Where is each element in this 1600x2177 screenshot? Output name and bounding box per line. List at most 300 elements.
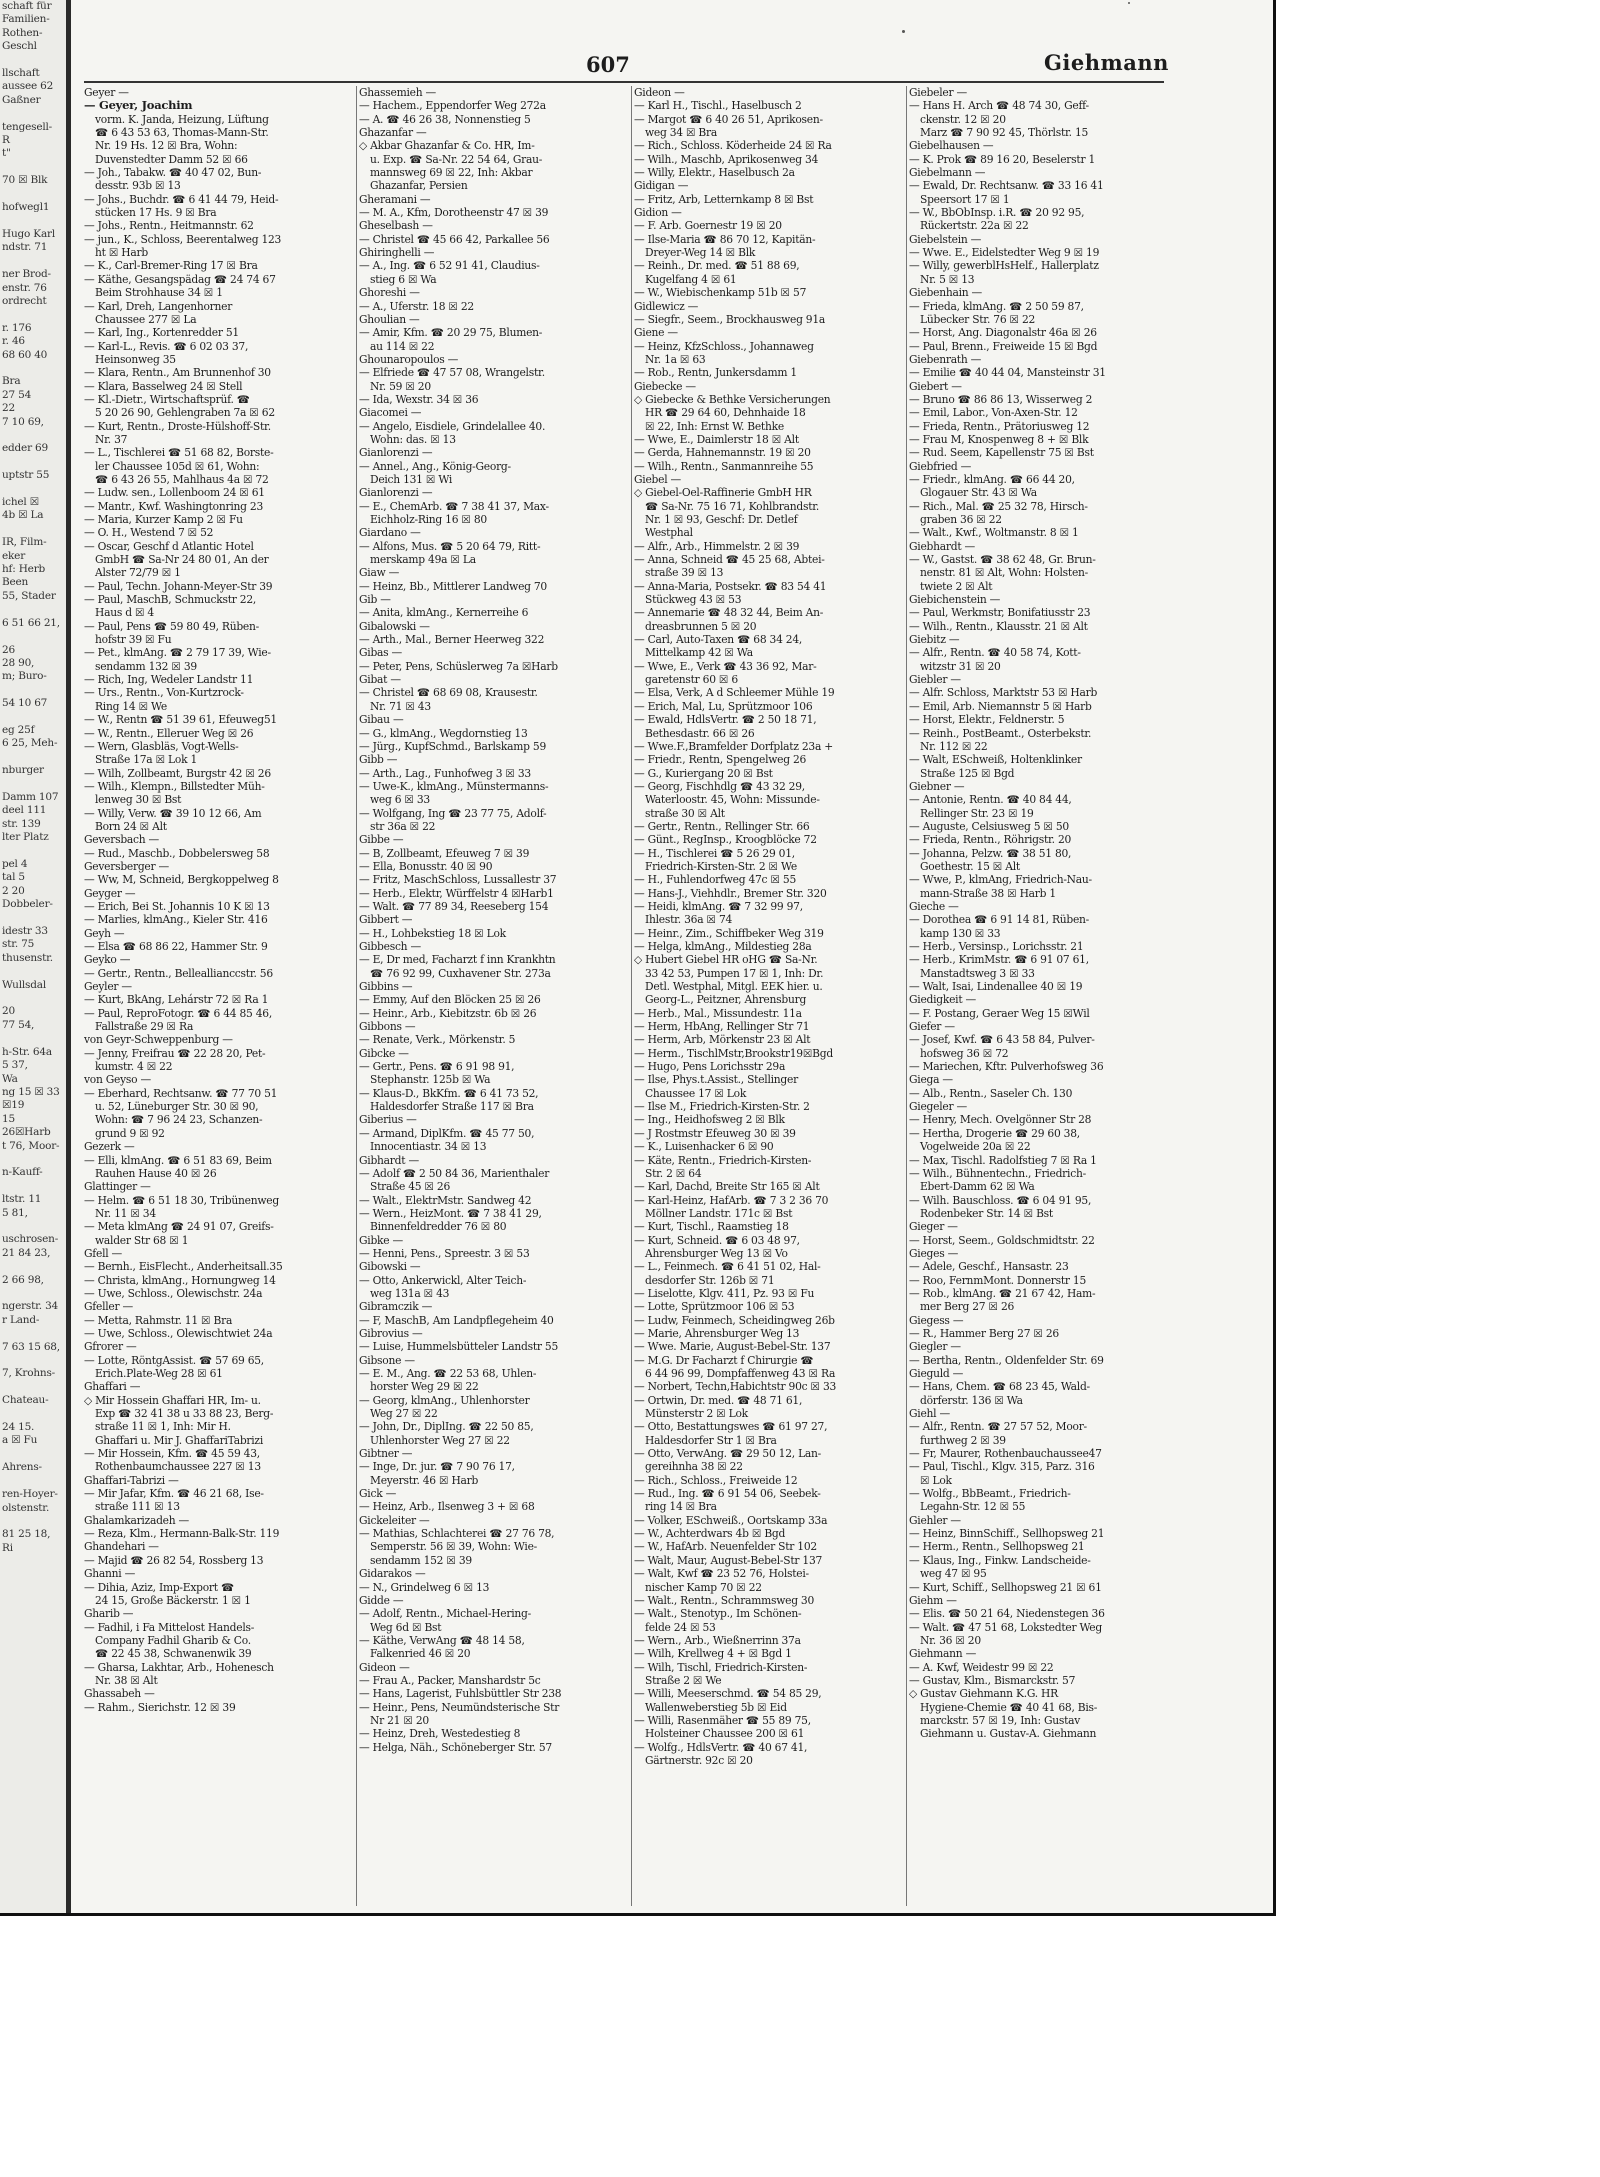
directory-entry-line: straße 30 ☒ Alt — [645, 806, 725, 820]
directory-entry-line: Bethesdastr. 66 ☒ 26 — [645, 726, 755, 740]
surname-heading: Gibat — — [359, 673, 401, 687]
binding-fragment — [0, 308, 66, 321]
surname-heading: Geyger — — [84, 886, 136, 900]
directory-entry-line: — Helga, klmAng., Mildestieg 28a — [634, 940, 812, 953]
directory-entry-line: — Heinz, BinnSchiff., Sellhopsweg 21 — [909, 1527, 1105, 1541]
directory-entry-line: — Rob., Rentn, Junkersdamm 1 — [634, 366, 797, 380]
directory-entry-line: ☎ 22 45 38, Schwanenwik 39 — [95, 1647, 252, 1661]
directory-entry-line: — Kurt, Rentn., Droste-Hülshoff-Str. — [84, 419, 271, 433]
binding-fragment: llschaft — [2, 67, 40, 80]
surname-heading: Giebeler — — [909, 86, 967, 99]
directory-entry-line: ◇ Giebel-Oel-Raffinerie GmbH HR — [634, 486, 812, 500]
surname-heading: Gibhardt — — [359, 1153, 419, 1167]
directory-entry-line: — Frau M, Knospenweg 8 + ☒ Blk — [909, 432, 1089, 446]
directory-entry-line: — Metta, Rahmstr. 11 ☒ Bra — [84, 1313, 233, 1327]
directory-entry-line: — Mir Jafar, Kfm. ☎ 46 21 68, Ise- — [84, 1487, 264, 1501]
directory-entry-line: Alster 72/79 ☒ 1 — [95, 566, 181, 580]
binding-fragment: Hugo Karl — [2, 227, 55, 240]
directory-entry-line: dreasbrunnen 5 ☒ 20 — [645, 619, 757, 633]
directory-entry-line: — Willy, Elektr., Haselbusch 2a — [634, 166, 795, 180]
binding-fragment — [0, 603, 66, 616]
surname-heading: Gieche — — [909, 899, 959, 913]
directory-entry-line: — Maria, Kurzer Kamp 2 ☒ Fu — [84, 513, 243, 526]
directory-entry-line: — Otto, Ankerwickl, Alter Teich- — [359, 1273, 527, 1287]
binding-fragment: r Land- — [2, 1313, 40, 1326]
binding-fragment: 55, Stader — [2, 589, 56, 602]
directory-entry-line: — Rich., Mal. ☎ 25 32 78, Hirsch- — [909, 499, 1088, 513]
directory-entry-line: — A. ☎ 46 26 38, Nonnenstieg 5 — [359, 112, 531, 126]
directory-entry-line: Vogelweide 20a ☒ 22 — [920, 1140, 1031, 1154]
surname-heading: Gibcke — — [359, 1046, 409, 1060]
directory-entry-line: — Willy, Verw. ☎ 39 10 12 66, Am — [84, 806, 262, 820]
directory-entry-line: walder Str 68 ☒ 1 — [95, 1233, 189, 1247]
surname-heading: Ghazanfar — — [359, 126, 427, 140]
directory-entry-line: — Walt., ElektrMstr. Sandweg 42 — [359, 1193, 532, 1207]
directory-entry-line: Manstadtsweg 3 ☒ 33 — [920, 966, 1035, 980]
directory-entry-line: ckenstr. 12 ☒ 20 — [920, 112, 1006, 126]
directory-entry-line: Nr. 37 — [95, 432, 128, 446]
directory-entry-line: vorm. K. Janda, Heizung, Lüftung — [95, 112, 269, 126]
binding-fragment: 5 81, — [2, 1206, 28, 1219]
directory-entry-line: Nr. 1 ☒ 93, Geschf: Dr. Detlef — [645, 513, 798, 526]
directory-entry-line: — F. Postang, Geraer Weg 15 ☒Wil — [909, 1006, 1090, 1020]
directory-entry-line: — Mathias, Schlachterei ☎ 27 76 78, — [359, 1527, 555, 1541]
surname-heading: Gidigan — — [634, 179, 689, 193]
surname-heading: Gfeller — — [84, 1300, 133, 1314]
binding-fragment: 7 63 15 68, — [2, 1340, 60, 1353]
binding-fragment: 81 25 18, — [2, 1528, 51, 1541]
directory-entry-line: — W., Gastst. ☎ 38 62 48, Gr. Brun- — [909, 553, 1096, 567]
directory-entry-line: gereihnha 38 ☒ 22 — [645, 1460, 743, 1474]
directory-entry-line: GmbH ☎ Sa-Nr 24 80 01, An der — [95, 553, 269, 567]
directory-entry-line: — Peter, Pens, Schüslerweg 7a ☒Harb — [359, 659, 558, 673]
directory-entry-line: — K., Carl-Bremer-Ring 17 ☒ Bra — [84, 259, 258, 273]
directory-entry-line: — Georg, Fischhdlg ☎ 43 32 29, — [634, 779, 805, 793]
directory-entry-line: Möllner Landstr. 171c ☒ Bst — [645, 1206, 793, 1220]
binding-fragment: edder 69 — [2, 442, 48, 455]
surname-heading: Ghalamkarizadeh — — [84, 1513, 189, 1527]
binding-fragment: r. 176 — [2, 321, 32, 334]
directory-entry-line: Nr. 11 ☒ 34 — [95, 1206, 156, 1220]
directory-entry-line: — Hans, Lagerist, Fuhlsbüttler Str 238 — [359, 1687, 562, 1701]
binding-fragment: Wullsdal — [2, 978, 46, 991]
directory-entry-line: — Adele, Geschf., Hansastr. 23 — [909, 1260, 1069, 1274]
binding-fragment — [0, 456, 66, 469]
directory-entry-line: — Heinr., Pens, Neumündsterische Str — [359, 1700, 560, 1714]
binding-fragment — [0, 1408, 66, 1421]
directory-entry-line: — Otto, Bestattungswes ☎ 61 97 27, — [634, 1420, 828, 1434]
directory-entry-line: — Majid ☎ 26 82 54, Rossberg 13 — [84, 1553, 264, 1567]
directory-entry-line: — Alfons, Mus. ☎ 5 20 64 79, Ritt- — [359, 539, 541, 553]
surname-heading: Gidarakos — — [359, 1567, 426, 1581]
directory-entry-line: Lübecker Str. 76 ☒ 22 — [920, 312, 1036, 326]
binding-fragment: 24 15. — [2, 1421, 35, 1434]
directory-entry-line: — Uwe, Schloss., Olewischstr. 24a — [84, 1286, 263, 1300]
directory-column-1 — [84, 86, 354, 1906]
directory-entry-line: — H., Fuhlendorfweg 47c ☒ 55 — [634, 873, 797, 887]
binding-fragment: ndstr. 71 — [2, 241, 48, 254]
binding-fragment — [0, 161, 66, 174]
directory-entry-line: Rodenbeker Str. 14 ☒ Bst — [920, 1206, 1053, 1220]
directory-entry-line: Erich.Plate-Weg 28 ☒ 61 — [95, 1367, 223, 1380]
directory-entry-line: — Eberhard, Rechtsanw. ☎ 77 70 51 — [84, 1086, 278, 1100]
directory-entry-line: Nr. 71 ☒ 43 — [370, 699, 431, 713]
directory-entry-line: — Walt, Isai, Lindenallee 40 ☒ 19 — [909, 980, 1083, 994]
binding-fragment — [0, 1327, 66, 1340]
directory-entry-line: Company Fadhil Gharib & Co. — [95, 1633, 251, 1647]
directory-entry-line: au 114 ☒ 22 — [370, 339, 435, 353]
directory-entry-line: Ihlestr. 36a ☒ 74 — [645, 913, 733, 927]
surname-heading: Giene — — [634, 326, 678, 340]
directory-entry-line: — Antonie, Rentn. ☎ 40 84 44, — [909, 793, 1072, 807]
directory-entry-line: — Willy, gewerblHsHelf., Hallerplatz — [909, 259, 1099, 273]
directory-entry-line: merskamp 49a ☒ La — [370, 553, 476, 567]
directory-entry-line: felde 24 ☒ 53 — [645, 1620, 716, 1634]
header-rule — [84, 81, 1164, 83]
directory-entry-line: Nr. 36 ☒ 20 — [920, 1633, 981, 1647]
directory-entry-line: — Johs., Buchdr. ☎ 6 41 44 79, Heid- — [84, 192, 279, 206]
directory-entry-line: ◇ Akbar Ghazanfar & Co. HR, Im- — [359, 139, 535, 153]
featured-entry: — Geyer, Joachim — [84, 99, 193, 113]
directory-entry-line: — Ida, Wexstr. 34 ☒ 36 — [359, 392, 479, 406]
binding-fragment: 20 — [2, 1005, 15, 1018]
binding-fragment — [0, 1448, 66, 1461]
binding-fragment: 70 ☒ Blk — [2, 174, 48, 187]
column-divider — [906, 86, 907, 1906]
surname-heading: Giebert — — [909, 379, 962, 393]
surname-heading: Gibowski — — [359, 1260, 421, 1274]
directory-entry-line: Heinsonweg 35 — [95, 352, 176, 366]
directory-entry-line: — Christel ☎ 45 66 42, Parkallee 56 — [359, 232, 550, 246]
scan-speck — [1128, 2, 1130, 4]
directory-entry-line: Georg-L., Peitzner, Ahrensburg — [645, 993, 807, 1007]
directory-entry-line: — Anna, Schneid ☎ 45 25 68, Abtei- — [634, 553, 825, 567]
directory-entry-line: — Paul, Tischl., Klgv. 315, Parz. 316 — [909, 1460, 1095, 1474]
directory-entry-line: — Meta klmAng ☎ 24 91 07, Greifs- — [84, 1220, 274, 1234]
directory-entry-line: Westphal — [645, 526, 693, 540]
directory-entry-line: Chaussee 277 ☒ La — [95, 312, 197, 326]
surname-heading: Giebner — — [909, 779, 965, 793]
directory-entry-line: — Johanna, Pelzw. ☎ 38 51 80, — [909, 846, 1072, 860]
directory-entry-line: 33 42 53, Pumpen 17 ☒ 1, Inh: Dr. — [645, 966, 824, 980]
binding-fragment: Bra — [2, 375, 21, 388]
directory-entry-line: Rückertstr. 22a ☒ 22 — [920, 219, 1029, 233]
directory-entry-line: — O. H., Westend 7 ☒ 52 — [84, 526, 214, 540]
binding-fragment: Chateau- — [2, 1394, 49, 1407]
directory-column-2 — [359, 86, 629, 1906]
surname-heading: Giebelhausen — — [909, 139, 994, 153]
surname-heading: Gib — — [359, 593, 391, 607]
directory-entry-line: — Bernh., EisFlecht., Anderheitsall.35 — [84, 1260, 283, 1274]
surname-heading: Gibrovius — — [359, 1326, 423, 1340]
binding-fragment: ngerstr. 34 — [2, 1300, 59, 1313]
directory-entry-line: — Paul, ReproFotogr. ☎ 6 44 85 46, — [84, 1006, 272, 1020]
binding-fragment: 26☒Harb — [2, 1126, 51, 1139]
directory-entry-line: hofstr 39 ☒ Fu — [95, 633, 172, 647]
directory-entry-line: garetenstr 60 ☒ 6 — [645, 673, 738, 687]
binding-fragment — [0, 1180, 66, 1193]
binding-fragment: ☒19 — [2, 1099, 25, 1112]
directory-entry-line: horster Weg 29 ☒ 22 — [370, 1380, 479, 1394]
binding-fragment: hf: Herb — [2, 563, 46, 576]
directory-entry-line: — Wwe. Marie, August-Bebel-Str. 137 — [634, 1340, 831, 1354]
directory-entry-line: ◇ Gustav Giehmann K.G. HR — [909, 1687, 1058, 1701]
directory-entry-line: — Wolfg., BbBeamt., Friedrich- — [909, 1487, 1071, 1501]
directory-entry-line: — Norbert, Techn,Habichtstr 90c ☒ 33 — [634, 1380, 837, 1394]
directory-entry-line: Waterloostr. 45, Wohn: Missunde- — [645, 793, 820, 807]
directory-entry-line: Chaussee 17 ☒ Lok — [645, 1086, 747, 1100]
directory-entry-line: ☎ 6 43 26 55, Mahlhaus 4a ☒ 72 — [95, 472, 269, 486]
directory-entry-line: — Gharsa, Lakhtar, Arb., Hohenesch — [84, 1660, 274, 1674]
directory-entry-line: ☎ 76 92 99, Cuxhavener Str. 273a — [370, 966, 551, 980]
binding-fragment: str. 75 — [2, 938, 35, 951]
directory-column-4 — [909, 86, 1171, 1906]
directory-entry-line: — Ilse M., Friedrich-Kirsten-Str. 2 — [634, 1100, 810, 1114]
directory-entry-line: — E. M., Ang. ☎ 22 53 68, Uhlen- — [359, 1367, 537, 1380]
binding-fragment: 6 51 66 21, — [2, 616, 60, 629]
directory-entry-line: — Lotte, Sprützmoor 106 ☒ 53 — [634, 1300, 795, 1314]
directory-entry-line: graben 36 ☒ 22 — [920, 513, 1002, 526]
surname-heading: Gick — — [359, 1487, 397, 1501]
directory-entry-line: — W., HafArb. Neuenfelder Str 102 — [634, 1540, 817, 1554]
surname-heading: Gfell — — [84, 1246, 122, 1260]
directory-entry-line: grund 9 ☒ 92 — [95, 1126, 165, 1140]
directory-entry-line: — Max, Tischl. Radolfstieg 7 ☒ Ra 1 — [909, 1153, 1097, 1167]
directory-entry-line: — Reza, Klm., Hermann-Balk-Str. 119 — [84, 1527, 280, 1541]
binding-fragment: 28 90, — [2, 656, 35, 669]
binding-fragment: 7, Krohns- — [2, 1367, 56, 1380]
directory-entry-line: — Anna-Maria, Postsekr. ☎ 83 54 41 — [634, 579, 827, 593]
binding-fragment — [0, 965, 66, 978]
directory-entry-line: Nr. 19 Hs. 12 ☒ Bra, Wohn: — [95, 139, 238, 153]
directory-entry-line: Nr. 38 ☒ Alt — [95, 1673, 158, 1687]
binding-fragment — [0, 1032, 66, 1045]
directory-entry-line: u. 52, Lüneburger Str. 30 ☒ 90, — [95, 1100, 259, 1114]
binding-fragment — [0, 1515, 66, 1528]
directory-entry-line: ☎ 6 43 53 63, Thomas-Mann-Str. — [95, 126, 269, 140]
directory-entry-line: — Kurt, Tischl., Raamstieg 18 — [634, 1220, 789, 1234]
directory-entry-line: — Herm., Rentn., Sellhopsweg 21 — [909, 1540, 1085, 1554]
surname-heading: von Geyso — — [84, 1073, 151, 1087]
binding-fragment: Familien- — [2, 13, 50, 26]
directory-entry-line: — Arth., Mal., Berner Heerweg 322 — [359, 633, 545, 647]
directory-entry-line: — Klaus, Ing., Finkw. Landscheide- — [909, 1553, 1091, 1567]
binding-fragment: 54 10 67 — [2, 697, 48, 710]
directory-column-3 — [634, 86, 904, 1906]
directory-entry-line: — Uwe-K., klmAng., Münstermanns- — [359, 779, 549, 793]
binding-fragment: nburger — [2, 764, 44, 777]
surname-heading: Gickeleiter — — [359, 1513, 430, 1527]
surname-heading: Gianlorenzi — — [359, 446, 433, 460]
directory-entry-line: Rauhen Hause 40 ☒ 26 — [95, 1166, 217, 1180]
directory-entry-line: Stephanstr. 125b ☒ Wa — [370, 1073, 491, 1087]
directory-entry-line: — Alb., Rentn., Saseler Ch. 130 — [909, 1086, 1073, 1100]
surname-heading: Gidion — — [634, 206, 682, 220]
directory-entry-line: — Rich., Schloss. Köderheide 24 ☒ Ra — [634, 139, 832, 153]
directory-entry-line: — Ilse, Phys.t.Assist., Stellinger — [634, 1073, 798, 1087]
directory-entry-line: — Heinr., Zim., Schiffbeker Weg 319 — [634, 926, 824, 940]
surname-heading: Gidlewicz — — [634, 299, 699, 313]
binding-fragment: 2 66 98, — [2, 1273, 44, 1286]
binding-fragment: Damm 107 — [2, 790, 59, 803]
directory-entry-line: — Frieda, Rentn., Röhrigstr. 20 — [909, 833, 1072, 847]
directory-entry-line: Eichholz-Ring 16 ☒ 80 — [370, 513, 487, 526]
directory-entry-line: desstr. 93b ☒ 13 — [95, 179, 181, 193]
directory-entry-line: sendamm 152 ☒ 39 — [370, 1553, 472, 1567]
directory-entry-line: — Rob., klmAng. ☎ 21 67 42, Ham- — [909, 1286, 1096, 1300]
directory-entry-line: — Gerda, Hahnemannstr. 19 ☒ 20 — [634, 446, 811, 460]
directory-entry-line: — Erich, Bei St. Johannis 10 K ☒ 13 — [84, 899, 270, 913]
surname-heading: Gieguld — — [909, 1367, 964, 1380]
directory-entry-line: — Horst, Seem., Goldschmidtstr. 22 — [909, 1233, 1095, 1247]
directory-entry-line: — Paul, MaschB, Schmuckstr 22, — [84, 593, 257, 607]
directory-entry-line: — Heinz, KfzSchloss., Johannaweg — [634, 339, 814, 353]
directory-entry-line: — Hertha, Drogerie ☎ 29 60 38, — [909, 1126, 1080, 1140]
surname-heading: Gibb — — [359, 753, 398, 767]
directory-entry-line: nenstr. 81 ☒ Alt, Wohn: Holsten- — [920, 566, 1089, 580]
directory-entry-line: furthweg 2 ☒ 39 — [920, 1433, 1006, 1447]
directory-entry-line: — Willi, Rasenmäher ☎ 55 89 75, — [634, 1713, 811, 1727]
directory-entry-line: — R., Hammer Berg 27 ☒ 26 — [909, 1326, 1059, 1340]
surname-heading: Gharib — — [84, 1607, 134, 1621]
directory-entry-line: — Ella, Bonusstr. 40 ☒ 90 — [359, 859, 493, 873]
directory-entry-line: — Wwe, E., Verk ☎ 43 36 92, Mar- — [634, 659, 817, 673]
directory-entry-line: — W., Rentn ☎ 51 39 61, Efeuweg51 — [84, 713, 277, 727]
directory-entry-line: — Liselotte, Klgv. 411, Pz. 93 ☒ Fu — [634, 1286, 815, 1300]
binding-fragment: uschrosen- — [2, 1233, 59, 1246]
directory-entry-line: — Horst, Elektr., Feldnerstr. 5 — [909, 713, 1065, 727]
directory-entry-line: — Rich., Schloss., Freiweide 12 — [634, 1473, 798, 1487]
directory-entry-line: mann-Straße 38 ☒ Harb 1 — [920, 886, 1056, 900]
directory-entry-line: twiete 2 ☒ Alt — [920, 579, 993, 593]
directory-entry-line: — Frau A., Packer, Manshardstr 5c — [359, 1673, 541, 1687]
previous-page-binding-edge — [0, 0, 71, 1913]
directory-entry-line: — Wwe, E., Daimlerstr 18 ☒ Alt — [634, 432, 799, 446]
directory-entry-line: straße 11 ☒ 1, Inh: Mir H. — [95, 1420, 231, 1434]
directory-entry-line: — Karl, Dachd, Breite Str 165 ☒ Alt — [634, 1180, 820, 1194]
directory-entry-line: Haldesdorfer Str 1 ☒ Bra — [645, 1433, 777, 1447]
binding-fragment: 2 20 — [2, 884, 25, 897]
directory-entry-line: — Klara, Rentn., Am Brunnenhof 30 — [84, 366, 271, 380]
directory-entry-line: — Johs., Rentn., Heitmannstr. 62 — [84, 219, 254, 233]
directory-entry-line: — Ing., Heidhofsweg 2 ☒ Blk — [634, 1113, 785, 1127]
binding-fragment: 27 54 — [2, 388, 32, 401]
directory-entry-line: — Angelo, Eisdiele, Grindelallee 40. — [359, 419, 546, 433]
directory-entry-line: straße 39 ☒ 13 — [645, 566, 724, 580]
directory-entry-line: — Alfr., Rentn. ☎ 27 57 52, Moor- — [909, 1420, 1087, 1434]
directory-entry-line: — Wilh., Bühnentechn., Friedrich- — [909, 1166, 1086, 1180]
directory-entry-line: — Karl-Heinz, HafArb. ☎ 7 3 2 36 70 — [634, 1193, 829, 1207]
directory-entry-line: — F. Arb. Goernestr 19 ☒ 20 — [634, 219, 782, 233]
binding-fragment: 7 10 69, — [2, 415, 44, 428]
column-divider — [356, 86, 357, 1906]
surname-heading: Giebfried — — [909, 459, 972, 473]
directory-entry-line: — Bruno ☎ 86 86 13, Wisserweg 2 — [909, 392, 1093, 406]
directory-entry-line: Duvenstedter Damm 52 ☒ 66 — [95, 152, 248, 166]
directory-entry-line: — Joh., Tabakw. ☎ 40 47 02, Bun- — [84, 166, 262, 180]
binding-fragment: eg 25f — [2, 723, 35, 736]
directory-entry-line: Rellinger Str. 23 ☒ 19 — [920, 806, 1034, 820]
directory-entry-line: — Walt., Rentn., Schrammsweg 30 — [634, 1593, 815, 1607]
binding-fragment — [0, 1475, 66, 1488]
directory-entry-line: — Paul, Pens ☎ 59 80 49, Rüben- — [84, 619, 260, 633]
directory-entry-line: — G., klmAng., Wegdornstieg 13 — [359, 726, 528, 740]
directory-entry-line: Straße 17a ☒ Lok 1 — [95, 753, 198, 767]
surname-heading: Geyko — — [84, 953, 131, 967]
directory-entry-line: — Wwe. E., Eidelstedter Weg 9 ☒ 19 — [909, 246, 1100, 260]
directory-entry-line: — Wolfg., HdlsVertr. ☎ 40 67 41, — [634, 1740, 808, 1754]
directory-entry-line: hofsweg 36 ☒ 72 — [920, 1046, 1009, 1060]
directory-entry-line: marckstr. 57 ☒ 19, Inh: Gustav — [920, 1713, 1081, 1727]
directory-entry-line: — Hugo, Pens Lorichsstr 29a — [634, 1060, 786, 1074]
directory-entry-line: — Reinh., PostBeamt., Osterbekstr. — [909, 726, 1092, 740]
directory-entry-line: — Herb., Elektr, Würffelstr 4 ☒Harb1 — [359, 886, 554, 900]
directory-entry-line: weg 47 ☒ 95 — [920, 1567, 987, 1581]
surname-heading: Gibbesch — — [359, 940, 421, 953]
directory-entry-line: Weg 6d ☒ Bst — [370, 1620, 442, 1634]
directory-entry-line: ◇ Mir Hossein Ghaffari HR, Im- u. — [84, 1393, 261, 1407]
column-divider — [631, 86, 632, 1906]
surname-heading: Giebichenstein — — [909, 593, 1001, 607]
directory-entry-line: — Wilh, Tischl, Friedrich-Kirsten- — [634, 1660, 808, 1674]
directory-entry-line: — Klaus-D., BkKfm. ☎ 6 41 73 52, — [359, 1086, 539, 1100]
directory-entry-line: — Willi, Meeserschmd. ☎ 54 85 29, — [634, 1687, 822, 1701]
surname-heading: Gibsone — — [359, 1353, 415, 1367]
directory-entry-line: — Siegfr., Seem., Brockhausweg 91a — [634, 312, 826, 326]
directory-entry-line: Wallenweberstieg 5b ☒ Eid — [645, 1700, 787, 1714]
directory-entry-line: — Emil, Labor., Von-Axen-Str. 12 — [909, 406, 1078, 420]
directory-entry-line: stieg 6 ☒ Wa — [370, 272, 437, 286]
directory-entry-line: — Christel ☎ 68 69 08, Krausestr. — [359, 686, 538, 700]
directory-entry-line: Haus d ☒ 4 — [95, 606, 154, 620]
surname-heading: Gibas — — [359, 646, 402, 660]
directory-entry-line: — Elfriede ☎ 47 57 08, Wrangelstr. — [359, 366, 545, 380]
binding-fragment: 21 84 23, — [2, 1246, 51, 1259]
binding-fragment — [0, 1381, 66, 1394]
directory-entry-line: 5 20 26 90, Gehlengraben 7a ☒ 62 — [95, 406, 275, 420]
directory-entry-line: Nr. 5 ☒ 13 — [920, 272, 975, 286]
directory-entry-line: — Rahm., Sierichstr. 12 ☒ 39 — [84, 1700, 236, 1714]
directory-entry-line: — Klara, Basselweg 24 ☒ Stell — [84, 379, 243, 393]
directory-entry-line: — Armand, DiplKfm. ☎ 45 77 50, — [359, 1126, 535, 1140]
directory-entry-line: — Wwe.F.,Bramfelder Dorfplatz 23a + — [634, 739, 833, 753]
surname-heading: Giebenrath — — [909, 352, 982, 366]
directory-entry-line: — Annemarie ☎ 48 32 44, Beim An- — [634, 606, 824, 620]
directory-entry-line: — Christa, klmAng., Hornungweg 14 — [84, 1273, 276, 1287]
binding-fragment — [0, 845, 66, 858]
directory-entry-line: — Wilh, Zollbeamt, Burgstr 42 ☒ 26 — [84, 766, 271, 780]
binding-fragment: 4b ☒ La — [2, 509, 44, 522]
binding-fragment — [0, 255, 66, 268]
binding-fragment — [0, 1287, 66, 1300]
surname-heading: Ghoulian — — [359, 312, 420, 326]
directory-entry-line: — Ortwin, Dr. med. ☎ 48 71 61, — [634, 1393, 803, 1407]
directory-entry-line: — Heinz, Bb., Mittlerer Landweg 70 — [359, 579, 547, 593]
directory-entry-line: — Anita, klmAng., Kernerreihe 6 — [359, 606, 529, 620]
directory-entry-line: — Fr, Maurer, Rothenbauchaussee47 — [909, 1447, 1102, 1461]
directory-entry-line: Nr 21 ☒ 20 — [370, 1713, 429, 1727]
directory-entry-line: — Heinr., Arb., Kiebitzstr. 6b ☒ 26 — [359, 1006, 537, 1020]
binding-fragment: h-Str. 64a — [2, 1045, 52, 1058]
directory-entry-line: — M. A., Kfm, Dorotheenstr 47 ☒ 39 — [359, 206, 549, 220]
directory-entry-line: — Alfr., Arb., Himmelstr. 2 ☒ 39 — [634, 539, 800, 553]
surname-heading: Giebel — — [634, 472, 681, 486]
directory-entry-line: ring 14 ☒ Bra — [645, 1500, 717, 1514]
directory-entry-line: — Walt., Kwf., Woltmanstr. 8 ☒ 1 — [909, 526, 1079, 540]
binding-fragment: 6 25, Meh- — [2, 737, 58, 750]
surname-heading: Gibramczik — — [359, 1300, 433, 1314]
binding-fragment — [0, 215, 66, 228]
